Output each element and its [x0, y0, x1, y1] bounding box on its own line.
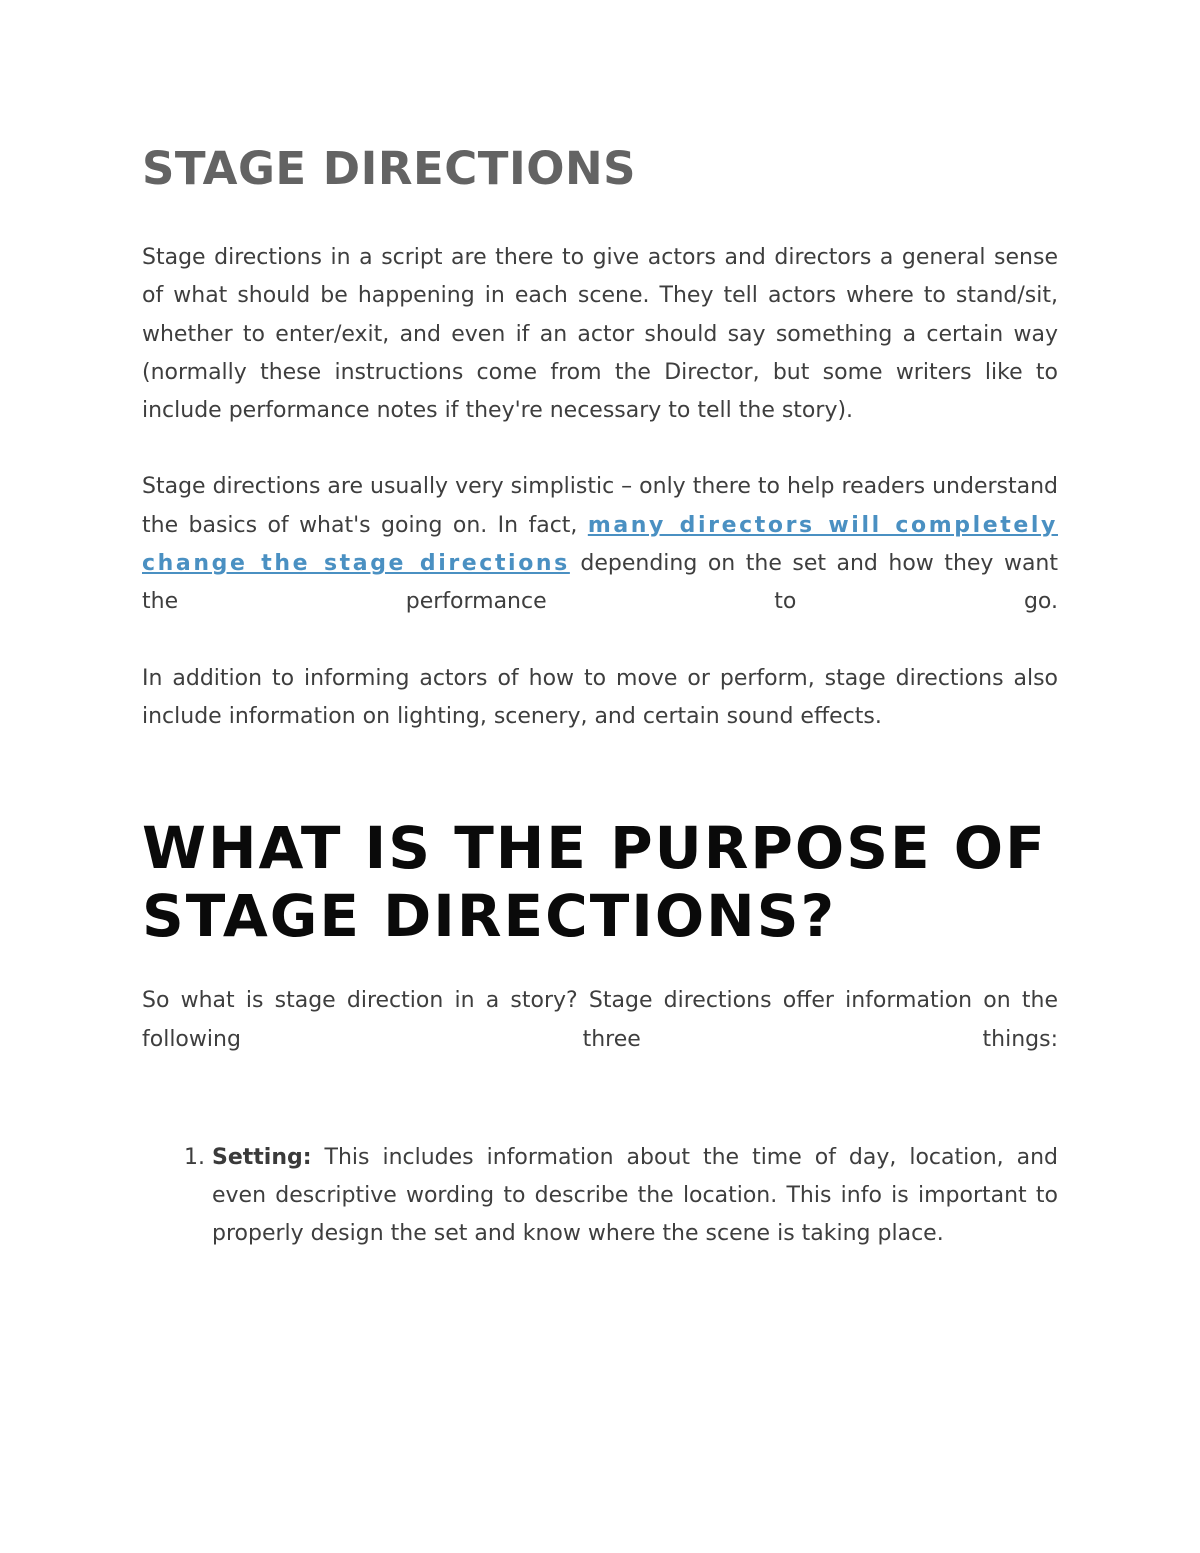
document-page	[142, 138, 1058, 1254]
section-title-stage-directions: STAGE DIRECTIONS	[142, 142, 637, 195]
paragraph-intro: Stage directions in a script are there to give actors and directors a general sense of what should be happening in each scene. They tell actors where to stand/sit, whether to enter/exit, and even if an actor should say something a certain way (normally these instructions come from the Director, but some writers like to include performance notes if they're necessary to tell the story).	[142, 245, 1058, 424]
list-item-text: This includes information about the time of day, location, and even descriptive wording to describe the location. This info is important to properly design the set and know where the scene is taking place.	[212, 1144, 1058, 1247]
paragraph-lighting: In addition to informing actors of how to move or perform, stage directions also include information on lighting, scenery, and certain sound effects.	[142, 665, 1058, 729]
section-title-purpose: WHAT IS THE PURPOSE OF STAGE DIRECTIONS?	[142, 814, 1047, 951]
purpose-list	[142, 1139, 1058, 1254]
paragraph-simplistic-text-end: depending on the set and how they want the performance to go.	[142, 551, 1058, 615]
paragraph-purpose-intro: So what is stage direction in a story? Stage directions offer information on the following three things:	[142, 988, 1058, 1052]
directors-change-link[interactable]: many directors will completely change the stage directions	[142, 512, 1058, 577]
list-item-label: Setting:	[212, 1144, 312, 1170]
list-item-setting	[212, 1139, 1058, 1254]
paragraph-simplistic	[142, 468, 1058, 621]
paragraph-simplistic-text-start: Stage directions are usually very simplistic – only there to help readers understand the basics of what's going on. In fact,	[142, 474, 1058, 538]
